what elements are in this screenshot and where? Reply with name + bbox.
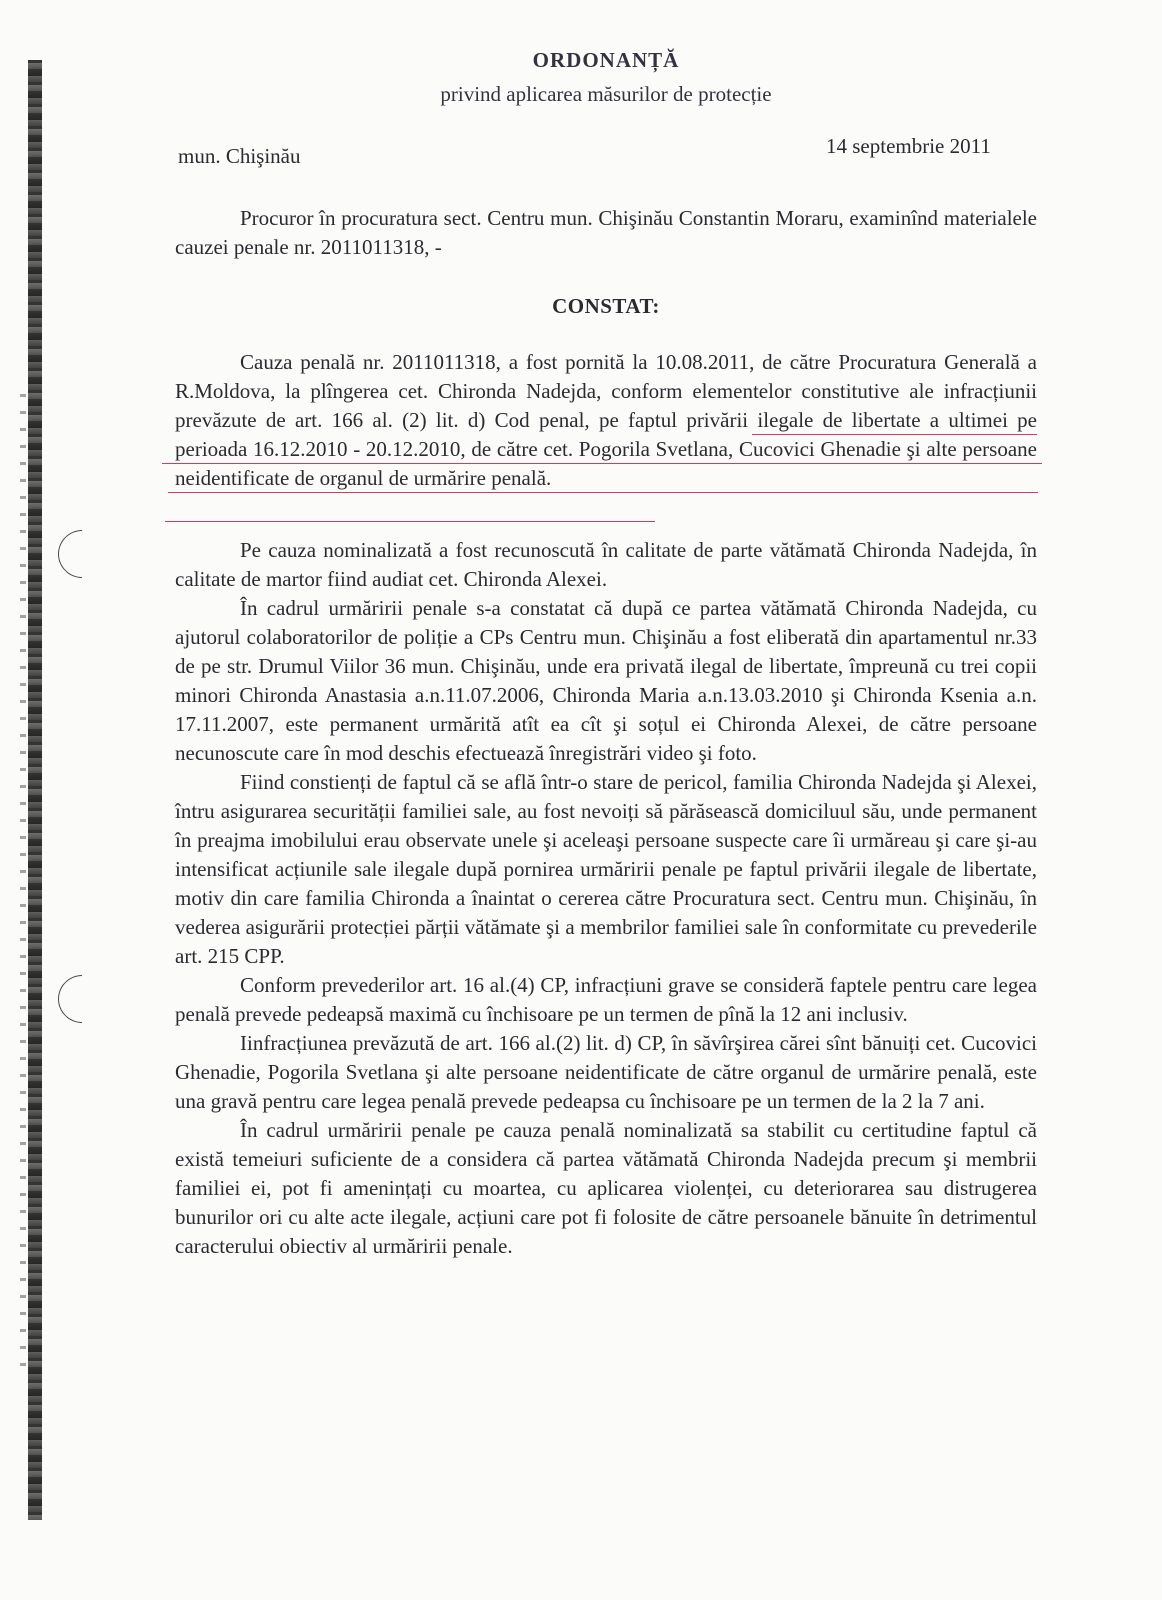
paragraph: Conform prevederilor art. 16 al.(4) CP, infracțiuni grave se consideră faptele pentru care legea penală prevede pedeapsă maximă cu închisoare pe un termen de pînă la 12 ani inclusiv. [175, 973, 1037, 1026]
paragraph-block-rest [175, 536, 1037, 1261]
paragraph: Fiind constienți de faptul că se află într-o stare de pericol, familia Chironda Nadejda şi Alexei, întru asigurarea securității familiei sale, au fost nevoiți să părăsească domiciluul său, unde permanent în preajma imobilului erau observate unele şi aceleaşi persoane suspecte care îi urmăreau şi care şi-au intensificat acțiunile sale ilegale după pornirea urmăririi penale pe faptul privării ilegale de libertate, motiv din care familia Chironda a înaintat o cererea către Procuratura sect. Centru mun. Chişinău, în vederea asigurării protecției părții vătămate şi a membrilor familiei sale în conformitate cu prevederile art. 215 CPP. [175, 770, 1037, 968]
paragraph: În cadrul urmăririi penale s-a constatat că după ce partea vătămată Chironda Nadejda, cu ajutorul colaboratorilor de poliție a CPs Centru mun. Chişinău a fost eliberată din apartamentul nr.33 de pe str. Drumul Viilor 36 mun. Chişinău, unde era privată ilegal de libertate, împreună cu trei copii minori Chironda Anastasia a.n.11.07.2006, Chironda Maria a.n.13.03.2010 şi Chironda Ksenia a.n. 17.11.2007, este permanent urmărită atît ea cît şi soțul ei Chironda Alexei, de către persoane necunoscute care în mod deschis efectuează înregistrări video şi foto. [175, 596, 1037, 765]
section-heading: CONSTAT: [552, 294, 660, 318]
handwritten-underline [752, 434, 1037, 435]
paragraph: În cadrul urmăririi penale pe cauza penală nominalizată sa stabilit cu certitudine faptul că există temeiuri suficiente de a considera că partea vătămată Chironda Nadejda precum şi membrii familiei ei, pot fi amenințați cu moartea, cu aplicarea violenței, cu deteriorarea sau distrugerea bunurilor ori cu alte acte ilegale, acțiuni care pot fi folosite de către persoanele bănuite în detrimentul caracterului obiectiv al urmăririi penale. [175, 1118, 1037, 1258]
document-subtitle: privind aplicarea măsurilor de protecție [440, 82, 772, 106]
paragraph: Cauza penală nr. 2011011318, a fost pornită la 10.08.2011, de către Procuratura Generală a R.Moldova, la plîngerea cet. Chironda Nadejda, conform elementelor constitutive ale infracțiunii prevăzute de art. 166 al. (2) lit. d) Cod penal, pe faptul privării ilegale de libertate a ultimei pe perioada 16.12.2010 - 20.12.2010, de către cet. Pogorila Svetlana, Cucovici Ghenadie şi alte persoane neidentificate de organul de urmărire penală. [175, 350, 1037, 490]
handwritten-underline [168, 492, 1038, 493]
intro-text: Procuror în procuratura sect. Centru mun. Chişinău Constantin Moraru, examinînd materialele cauzei penale nr. 2011011318, - [175, 206, 1037, 259]
punch-hole-mark [48, 520, 116, 588]
punch-hole-mark [48, 965, 116, 1033]
document-title: ORDONANȚĂ [532, 48, 680, 72]
handwritten-underline [162, 463, 1042, 464]
document-place: mun. Chişinău [178, 144, 301, 168]
paragraph: Pe cauza nominalizată a fost recunoscută în calitate de parte vătămată Chironda Nadejda, în calitate de martor fiind audiat cet. Chironda Alexei. [175, 538, 1037, 591]
paragraph: Iinfracțiunea prevăzută de art. 166 al.(2) lit. d) CP, în săvîrşirea cărei sînt bănuiți cet. Cucovici Ghenadie, Pogorila Svetlana şi alte persoane neidentificate de către organul de urmărire penală, este una gravă pentru care legea penală prevede pedeapsa cu închisoare pe un termen de la 2 la 7 ani. [175, 1031, 1037, 1113]
intro-paragraph [175, 204, 1037, 262]
paragraph-block-1 [175, 348, 1037, 493]
scan-edge-artifact [28, 60, 42, 1520]
document-date: 14 septembrie 2011 [826, 134, 991, 158]
scan-edge-artifact [20, 380, 26, 1380]
handwritten-underline [165, 521, 655, 522]
